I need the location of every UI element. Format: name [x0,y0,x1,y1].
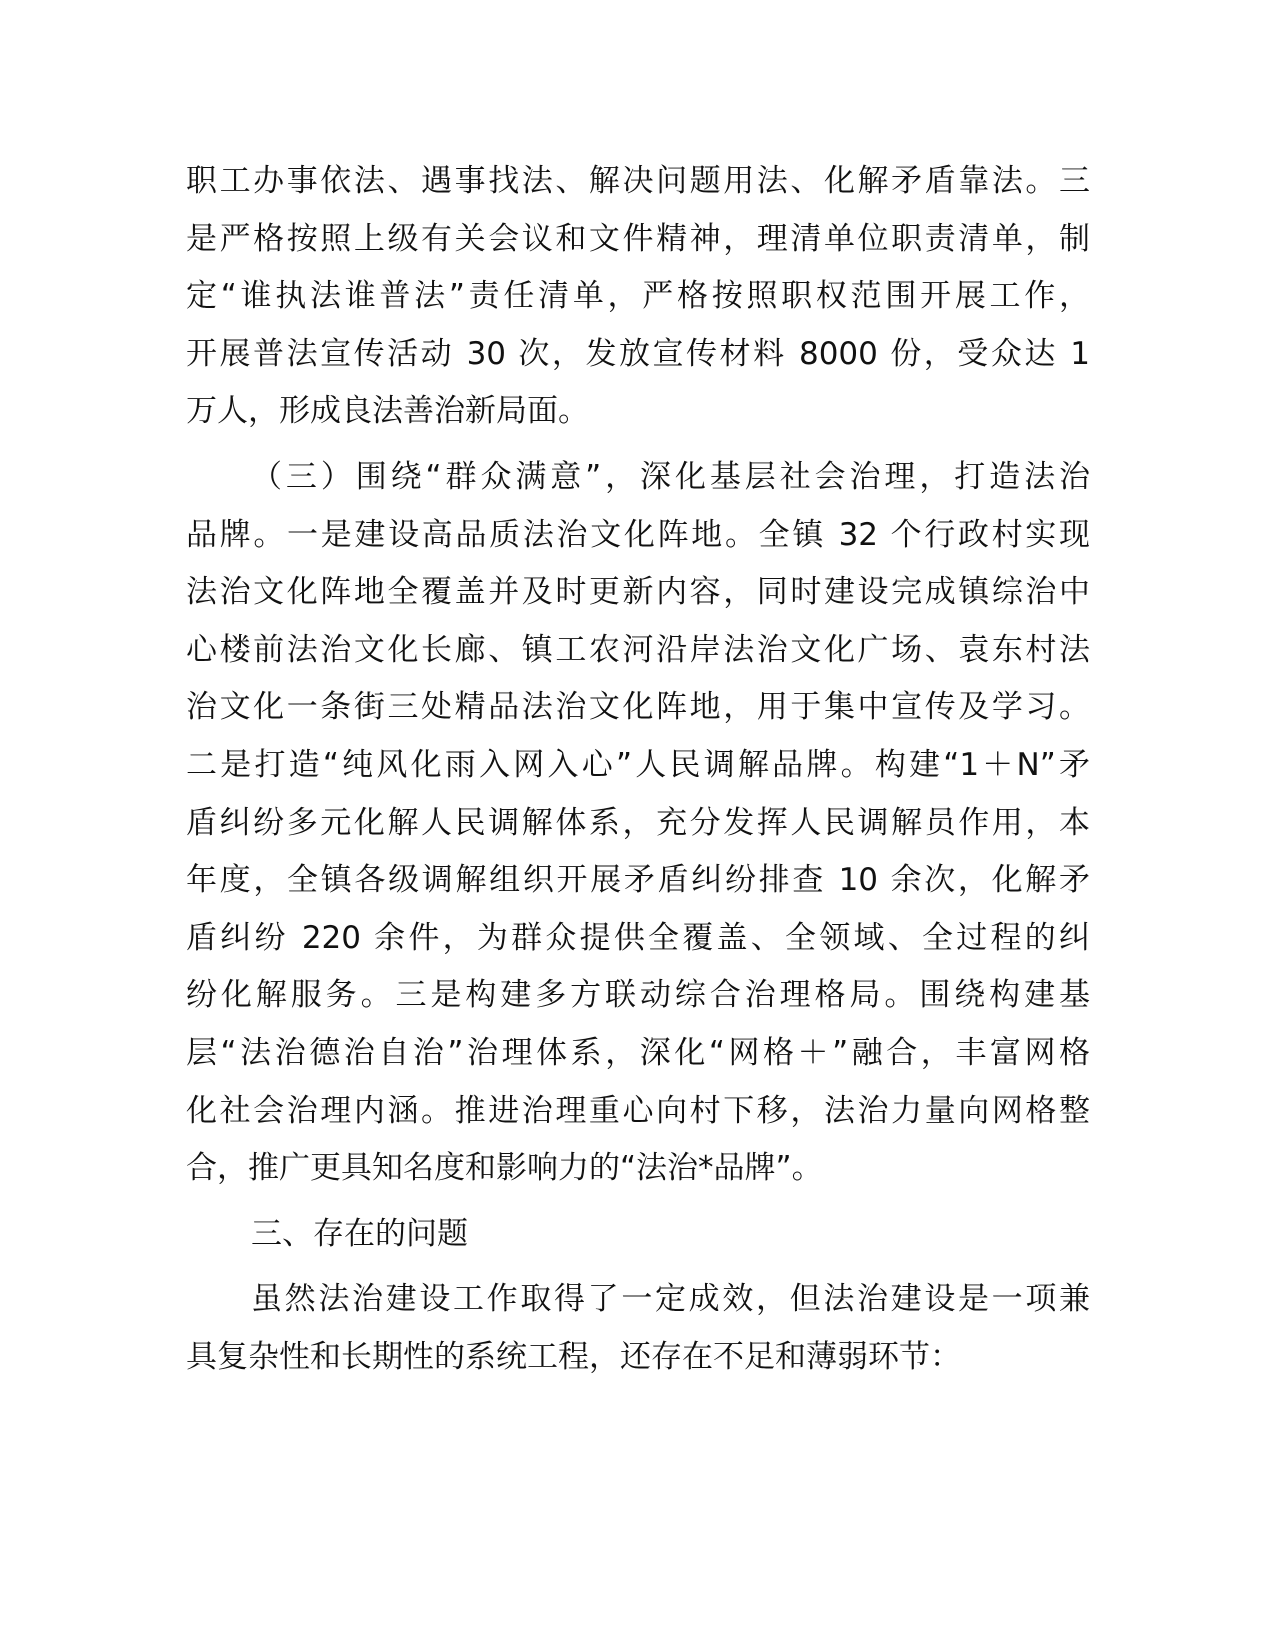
text-line: 是严格按照上级有关会议和文件精神，理清单位职责清单，制 [186,220,1090,257]
text-line: 治文化一条街三处精品法治文化阵地，用于集中宣传及学习。 [186,689,1090,726]
paragraph-1 [186,153,1090,441]
text-line: 万人，形成良法善治新局面。 [186,393,589,430]
text-line: 品牌。一是建设高品质法治文化阵地。全镇 32 个行政村实现 [186,516,1090,553]
text-line: 职工办事依法、遇事找法、解决问题用法、化解矛盾靠法。三 [186,163,1090,199]
text-line: 二是打造“纯风化雨入网入心”人民调解品牌。构建“1＋N”矛 [186,746,1090,783]
paragraph-3 [186,1206,1090,1264]
paragraph-4 [186,1271,1090,1386]
section-heading-problems: 三、存在的问题 [251,1215,468,1252]
text-line: 具复杂性和长期性的系统工程，还存在不足和薄弱环节： [186,1338,961,1375]
text-line: 法治文化阵地全覆盖并及时更新内容，同时建设完成镇综治中 [186,574,1090,611]
text-line: 化社会治理内涵。推进治理重心向村下移，法治力量向网格整 [186,1092,1090,1129]
text-line: 盾纠纷 220 余件，为群众提供全覆盖、全领域、全过程的纠 [186,919,1090,956]
text-line: 盾纠纷多元化解人民调解体系，充分发挥人民调解员作用，本 [186,804,1090,841]
text-line: 年度，全镇各级调解组织开展矛盾纠纷排查 10 余次，化解矛 [186,862,1090,899]
text-line: 纷化解服务。三是构建多方联动综合治理格局。围绕构建基 [186,977,1090,1014]
paragraph-2 [186,449,1090,1198]
document-body [186,153,1090,1386]
text-line: 心楼前法治文化长廊、镇工农河沿岸法治文化广场、袁东村法 [186,631,1090,668]
text-line: 层“法治德治自治”治理体系，深化“网格＋”融合，丰富网格 [186,1034,1090,1071]
text-line: 合，推广更具知名度和影响力的“法治*品牌”。 [186,1150,823,1187]
text-line: 虽然法治建设工作取得了一定成效，但法治建设是一项兼 [251,1281,1090,1318]
text-line: 定“谁执法谁普法”责任清单，严格按照职权范围开展工作， [186,278,1090,315]
text-line: 开展普法宣传活动 30 次，发放宣传材料 8000 份，受众达 1 [186,335,1090,372]
section-heading-3: （三）围绕“群众满意”，深化基层社会治理，打造法治 [251,458,1090,495]
